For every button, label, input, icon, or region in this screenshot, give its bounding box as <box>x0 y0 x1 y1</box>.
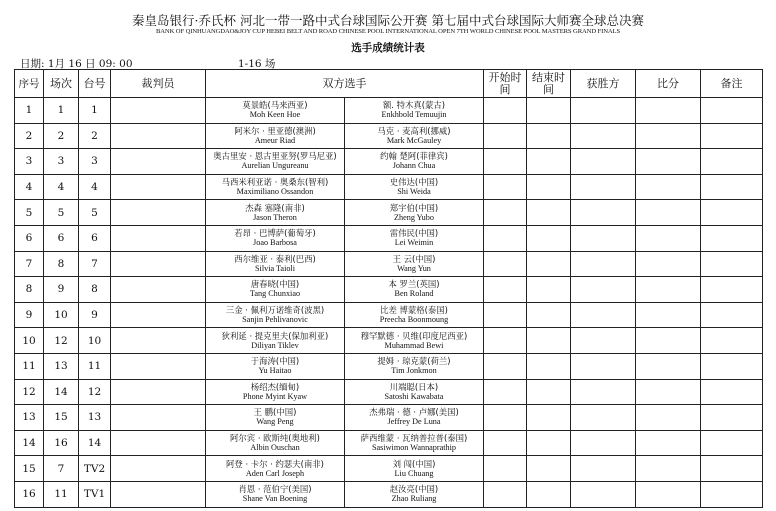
player2-name-en: Wang Yun <box>397 263 431 273</box>
player1-name-cn: 奥古里安 · 恩古里亚努(罗马尼亚) <box>213 151 337 162</box>
match-cell: 1 <box>44 98 79 124</box>
start-time-cell <box>484 302 527 328</box>
score-cell <box>636 174 701 200</box>
winner-cell <box>571 277 636 303</box>
winner-cell <box>571 98 636 124</box>
player2-name-en: Satoshi Kawabata <box>384 391 444 401</box>
player1-name-cn: 肖恩 · 范伯宁(美国) <box>238 484 312 495</box>
start-time-cell <box>484 98 527 124</box>
player2-name-cn: 比差 博蒙格(泰国) <box>380 305 448 316</box>
player2-name-cn: 穆罕默德 · 贝维(印度尼西亚) <box>360 330 468 341</box>
player2-name-en: Sasiwimon Wannaprathip <box>371 443 456 453</box>
match-cell: 13 <box>44 353 79 379</box>
player2-name-en: Tim Jonkmon <box>391 366 437 376</box>
score-cell <box>636 200 701 226</box>
end-time-cell <box>527 328 571 354</box>
results-table <box>14 69 763 508</box>
seq-cell: 1 <box>15 98 44 124</box>
player2-name-cn: 王 云(中国) <box>392 253 436 264</box>
player1-cell <box>206 353 345 379</box>
winner-cell <box>571 481 636 507</box>
player1-cell <box>206 456 345 482</box>
player1-name-cn: 阿尔宾 · 欧斯纯(奥地利) <box>230 433 320 444</box>
seq-cell: 13 <box>15 405 44 431</box>
player2-name-cn: 刘 闯(中国) <box>392 458 436 469</box>
event-title-cn: 秦皇岛银行·乔氏杯 河北一带一路中式台球国际公开赛 第七届中式台球国际大师赛全球总决赛 <box>132 13 644 28</box>
player1-name-cn: 三金 · 佩利万诺维奇(波黑) <box>225 305 325 316</box>
player2-name-en: Zheng Yubo <box>394 212 434 222</box>
table-number-cell: 9 <box>79 302 111 328</box>
document-title: 选手成绩统计表 <box>351 42 425 54</box>
end-time-cell <box>527 430 571 456</box>
referee-cell <box>111 174 206 200</box>
column-header-end-time: 结束时间 <box>527 70 571 98</box>
start-time-cell <box>484 430 527 456</box>
player1-name-cn: 杨绍杰(缅甸) <box>250 381 300 392</box>
winner-cell <box>571 251 636 277</box>
winner-cell <box>571 225 636 251</box>
player2-name-en: Jeffrey De Luna <box>387 417 441 427</box>
note-cell <box>701 328 763 354</box>
player2-name-en: Johann Chua <box>392 161 436 171</box>
player1-name-en: Wang Peng <box>256 417 294 427</box>
score-cell <box>636 123 701 149</box>
note-cell <box>701 98 763 124</box>
seq-cell: 14 <box>15 430 44 456</box>
player1-name-cn: 王 鹏(中国) <box>253 407 297 418</box>
score-cell <box>636 251 701 277</box>
end-time-cell <box>527 277 571 303</box>
player1-cell <box>206 379 345 405</box>
match-cell: 15 <box>44 405 79 431</box>
column-header-winner: 获胜方 <box>571 70 636 98</box>
winner-cell <box>571 353 636 379</box>
player1-cell <box>206 149 345 175</box>
match-cell: 5 <box>44 200 79 226</box>
referee-cell <box>111 481 206 507</box>
player1-name-en: Aden Carl Joseph <box>245 468 305 478</box>
referee-cell <box>111 405 206 431</box>
end-time-cell <box>527 251 571 277</box>
start-time-cell <box>484 200 527 226</box>
match-cell: 3 <box>44 149 79 175</box>
score-cell <box>636 353 701 379</box>
end-time-cell <box>527 353 571 379</box>
match-date: 日期: 1月 16 日 09: 00 <box>20 58 133 70</box>
player1-cell <box>206 225 345 251</box>
player2-cell <box>345 251 484 277</box>
column-header-score: 比分 <box>636 70 701 98</box>
note-cell <box>701 123 763 149</box>
table-row <box>15 353 763 379</box>
match-cell: 9 <box>44 277 79 303</box>
seq-cell: 5 <box>15 200 44 226</box>
player2-name-cn: 杰弗瑞 · 德 · 卢娜(美国) <box>369 407 459 418</box>
table-row <box>15 149 763 175</box>
header-row <box>15 70 763 98</box>
player2-name-en: Preecha Boonmoung <box>379 315 449 325</box>
start-time-cell <box>484 405 527 431</box>
player1-name-cn: 阿登 · 卡尔 · 约瑟夫(南非) <box>226 458 324 469</box>
table-row <box>15 225 763 251</box>
table-row <box>15 430 763 456</box>
event-title-en: BANK OF QINHUANGDAO&JOY CUP HEBEI BELT AND ROAD CHINESE POOL INTERNATIONAL OPEN 7TH WORLD CHINESE POOL MASTERS GRAND FINALS <box>155 28 621 35</box>
table-row <box>15 302 763 328</box>
start-time-cell <box>484 225 527 251</box>
start-time-cell <box>484 251 527 277</box>
player1-name-en: Aurelian Ungureanu <box>241 161 309 171</box>
seq-cell: 9 <box>15 302 44 328</box>
player2-name-cn: 约翰 楚阿(菲律宾) <box>380 151 448 162</box>
player1-name-cn: 若昂 · 巴博萨(葡萄牙) <box>234 228 316 239</box>
player1-cell <box>206 200 345 226</box>
start-time-cell <box>484 174 527 200</box>
column-header-start-time: 开始时间 <box>484 70 527 98</box>
player1-cell <box>206 251 345 277</box>
note-cell <box>701 379 763 405</box>
start-time-cell <box>484 481 527 507</box>
table-row <box>15 456 763 482</box>
winner-cell <box>571 456 636 482</box>
winner-cell <box>571 405 636 431</box>
player1-name-cn: 莫景皓(马来西亚) <box>242 100 308 111</box>
start-time-cell <box>484 353 527 379</box>
seq-cell: 10 <box>15 328 44 354</box>
referee-cell <box>111 379 206 405</box>
match-cell: 8 <box>44 251 79 277</box>
player1-name-cn: 狄利延 · 提克里夫(保加利亚) <box>221 330 329 341</box>
score-cell <box>636 328 701 354</box>
player1-cell <box>206 481 345 507</box>
player2-name-cn: 史伟达(中国) <box>389 177 439 188</box>
referee-cell <box>111 251 206 277</box>
player1-cell <box>206 98 345 124</box>
note-cell <box>701 430 763 456</box>
winner-cell <box>571 379 636 405</box>
winner-cell <box>571 123 636 149</box>
player2-cell <box>345 456 484 482</box>
table-number-cell: 12 <box>79 379 111 405</box>
player2-cell <box>345 277 484 303</box>
referee-cell <box>111 328 206 354</box>
seq-cell: 3 <box>15 149 44 175</box>
table-number-cell: 2 <box>79 123 111 149</box>
seq-cell: 16 <box>15 481 44 507</box>
table-number-cell: TV1 <box>79 481 111 507</box>
player2-cell <box>345 481 484 507</box>
match-cell: 12 <box>44 328 79 354</box>
seq-cell: 6 <box>15 225 44 251</box>
player2-cell <box>345 200 484 226</box>
player1-name-cn: 马西米利亚诺 · 奥桑东(智利) <box>221 177 329 188</box>
table-row <box>15 405 763 431</box>
table-number-cell: TV2 <box>79 456 111 482</box>
table-number-cell: 6 <box>79 225 111 251</box>
player2-cell <box>345 379 484 405</box>
match-cell: 14 <box>44 379 79 405</box>
player2-cell <box>345 123 484 149</box>
table-number-cell: 11 <box>79 353 111 379</box>
match-cell: 16 <box>44 430 79 456</box>
referee-cell <box>111 302 206 328</box>
player1-name-cn: 唐春晓(中国) <box>250 279 300 290</box>
winner-cell <box>571 174 636 200</box>
player2-name-cn: 马克 · 麦高利(挪威) <box>377 125 451 136</box>
score-cell <box>636 277 701 303</box>
player1-cell <box>206 123 345 149</box>
score-cell <box>636 149 701 175</box>
referee-cell <box>111 456 206 482</box>
player1-name-en: Yu Haitao <box>258 366 292 376</box>
table-row <box>15 328 763 354</box>
end-time-cell <box>527 481 571 507</box>
note-cell <box>701 200 763 226</box>
player2-name-cn: 提姆 · 琼克蒙(荷兰) <box>377 356 451 367</box>
player2-name-en: Mark McGauley <box>386 135 442 145</box>
player1-cell <box>206 328 345 354</box>
referee-cell <box>111 149 206 175</box>
table-row <box>15 200 763 226</box>
note-cell <box>701 251 763 277</box>
start-time-cell <box>484 328 527 354</box>
winner-cell <box>571 200 636 226</box>
player2-name-cn: 川端聪(日本) <box>389 381 439 392</box>
score-cell <box>636 481 701 507</box>
player2-name-en: Shi Weida <box>397 187 431 197</box>
player1-name-en: Sanjin Pehlivanovic <box>242 315 308 325</box>
table-row <box>15 379 763 405</box>
player2-name-cn: 赵汝亮(中国) <box>389 484 439 495</box>
player1-name-en: Ameur Riad <box>254 135 296 145</box>
seq-cell: 15 <box>15 456 44 482</box>
seq-cell: 8 <box>15 277 44 303</box>
player2-name-en: Enkhbold Temuujin <box>381 110 447 120</box>
end-time-cell <box>527 174 571 200</box>
player2-name-cn: 郑宇伯(中国) <box>389 202 439 213</box>
end-time-cell <box>527 379 571 405</box>
note-cell <box>701 302 763 328</box>
note-cell <box>701 456 763 482</box>
seq-cell: 2 <box>15 123 44 149</box>
column-header-match: 场次 <box>44 70 79 98</box>
player1-name-cn: 于海涛(中国) <box>250 356 300 367</box>
column-header-players: 双方选手 <box>206 70 484 98</box>
player1-name-en: Joao Barbosa <box>253 238 297 248</box>
table-number-cell: 5 <box>79 200 111 226</box>
match-cell: 10 <box>44 302 79 328</box>
winner-cell <box>571 149 636 175</box>
column-header-referee: 裁判员 <box>111 70 206 98</box>
player2-cell <box>345 328 484 354</box>
winner-cell <box>571 302 636 328</box>
referee-cell <box>111 200 206 226</box>
referee-cell <box>111 277 206 303</box>
note-cell <box>701 353 763 379</box>
table-row <box>15 251 763 277</box>
note-cell <box>701 174 763 200</box>
match-range: 1-16 场 <box>238 58 276 70</box>
player1-name-cn: 阿米尔 · 里亚德(澳洲) <box>234 125 316 136</box>
player2-cell <box>345 174 484 200</box>
score-cell <box>636 405 701 431</box>
player1-name-en: Phone Myint Kyaw <box>242 391 308 401</box>
player2-cell <box>345 98 484 124</box>
start-time-cell <box>484 277 527 303</box>
player1-cell <box>206 174 345 200</box>
player1-cell <box>206 302 345 328</box>
note-cell <box>701 277 763 303</box>
player1-name-en: Moh Keen Hoe <box>249 110 301 120</box>
table-row <box>15 123 763 149</box>
match-cell: 11 <box>44 481 79 507</box>
player2-cell <box>345 430 484 456</box>
player2-name-en: Lei Weimin <box>394 238 434 248</box>
end-time-cell <box>527 302 571 328</box>
referee-cell <box>111 225 206 251</box>
referee-cell <box>111 353 206 379</box>
start-time-cell <box>484 379 527 405</box>
note-cell <box>701 225 763 251</box>
seq-cell: 12 <box>15 379 44 405</box>
score-cell <box>636 225 701 251</box>
start-time-cell <box>484 149 527 175</box>
player2-cell <box>345 225 484 251</box>
player2-name-cn: 额. 特木真(蒙古) <box>382 100 446 111</box>
player2-cell <box>345 353 484 379</box>
end-time-cell <box>527 98 571 124</box>
match-cell: 4 <box>44 174 79 200</box>
note-cell <box>701 481 763 507</box>
end-time-cell <box>527 405 571 431</box>
end-time-cell <box>527 149 571 175</box>
table-number-cell: 7 <box>79 251 111 277</box>
column-header-note: 备注 <box>701 70 763 98</box>
player2-name-en: Muhammad Bewi <box>384 340 444 350</box>
end-time-cell <box>527 200 571 226</box>
column-header-seq: 序号 <box>15 70 44 98</box>
score-cell <box>636 98 701 124</box>
player2-name-cn: 本 罗兰(英国) <box>388 279 440 290</box>
player1-cell <box>206 430 345 456</box>
player1-name-en: Albin Ouschan <box>250 443 300 453</box>
seq-cell: 11 <box>15 353 44 379</box>
end-time-cell <box>527 123 571 149</box>
referee-cell <box>111 430 206 456</box>
referee-cell <box>111 123 206 149</box>
table-number-cell: 8 <box>79 277 111 303</box>
table-row <box>15 174 763 200</box>
player1-name-en: Diliyan Tiklev <box>251 340 299 350</box>
end-time-cell <box>527 225 571 251</box>
player2-name-cn: 雷伟民(中国) <box>389 228 439 239</box>
player1-name-en: Jason Theron <box>253 212 297 222</box>
player2-name-en: Liu Chuang <box>394 468 434 478</box>
player2-cell <box>345 149 484 175</box>
seq-cell: 4 <box>15 174 44 200</box>
player2-cell <box>345 302 484 328</box>
player1-name-cn: 杰森 塞隆(南非) <box>245 202 305 213</box>
table-number-cell: 3 <box>79 149 111 175</box>
end-time-cell <box>527 456 571 482</box>
player1-cell <box>206 405 345 431</box>
score-cell <box>636 379 701 405</box>
player1-cell <box>206 277 345 303</box>
player2-name-en: Zhao Ruliang <box>391 494 437 504</box>
player2-cell <box>345 405 484 431</box>
score-cell <box>636 302 701 328</box>
player1-name-en: Tang Chunxiao <box>249 289 301 299</box>
match-cell: 7 <box>44 456 79 482</box>
table-number-cell: 4 <box>79 174 111 200</box>
start-time-cell <box>484 456 527 482</box>
match-cell: 2 <box>44 123 79 149</box>
seq-cell: 7 <box>15 251 44 277</box>
table-number-cell: 14 <box>79 430 111 456</box>
table-row <box>15 277 763 303</box>
player2-name-cn: 萨西维蒙 · 瓦纳普拉普(泰国) <box>360 433 468 444</box>
table-number-cell: 10 <box>79 328 111 354</box>
note-cell <box>701 405 763 431</box>
table-number-cell: 1 <box>79 98 111 124</box>
score-cell <box>636 430 701 456</box>
match-cell: 6 <box>44 225 79 251</box>
table-row <box>15 481 763 507</box>
column-header-table: 台号 <box>79 70 111 98</box>
table-number-cell: 13 <box>79 405 111 431</box>
player1-name-en: Silvia Taioli <box>255 263 295 273</box>
winner-cell <box>571 328 636 354</box>
note-cell <box>701 149 763 175</box>
player2-name-en: Ben Roland <box>394 289 434 299</box>
table-row <box>15 98 763 124</box>
score-cell <box>636 456 701 482</box>
referee-cell <box>111 98 206 124</box>
start-time-cell <box>484 123 527 149</box>
player1-name-cn: 西尔维亚 · 泰利(巴西) <box>234 253 316 264</box>
player1-name-en: Shane Van Boening <box>242 494 308 504</box>
player1-name-en: Maximiliano Ossandon <box>236 187 314 197</box>
winner-cell <box>571 430 636 456</box>
